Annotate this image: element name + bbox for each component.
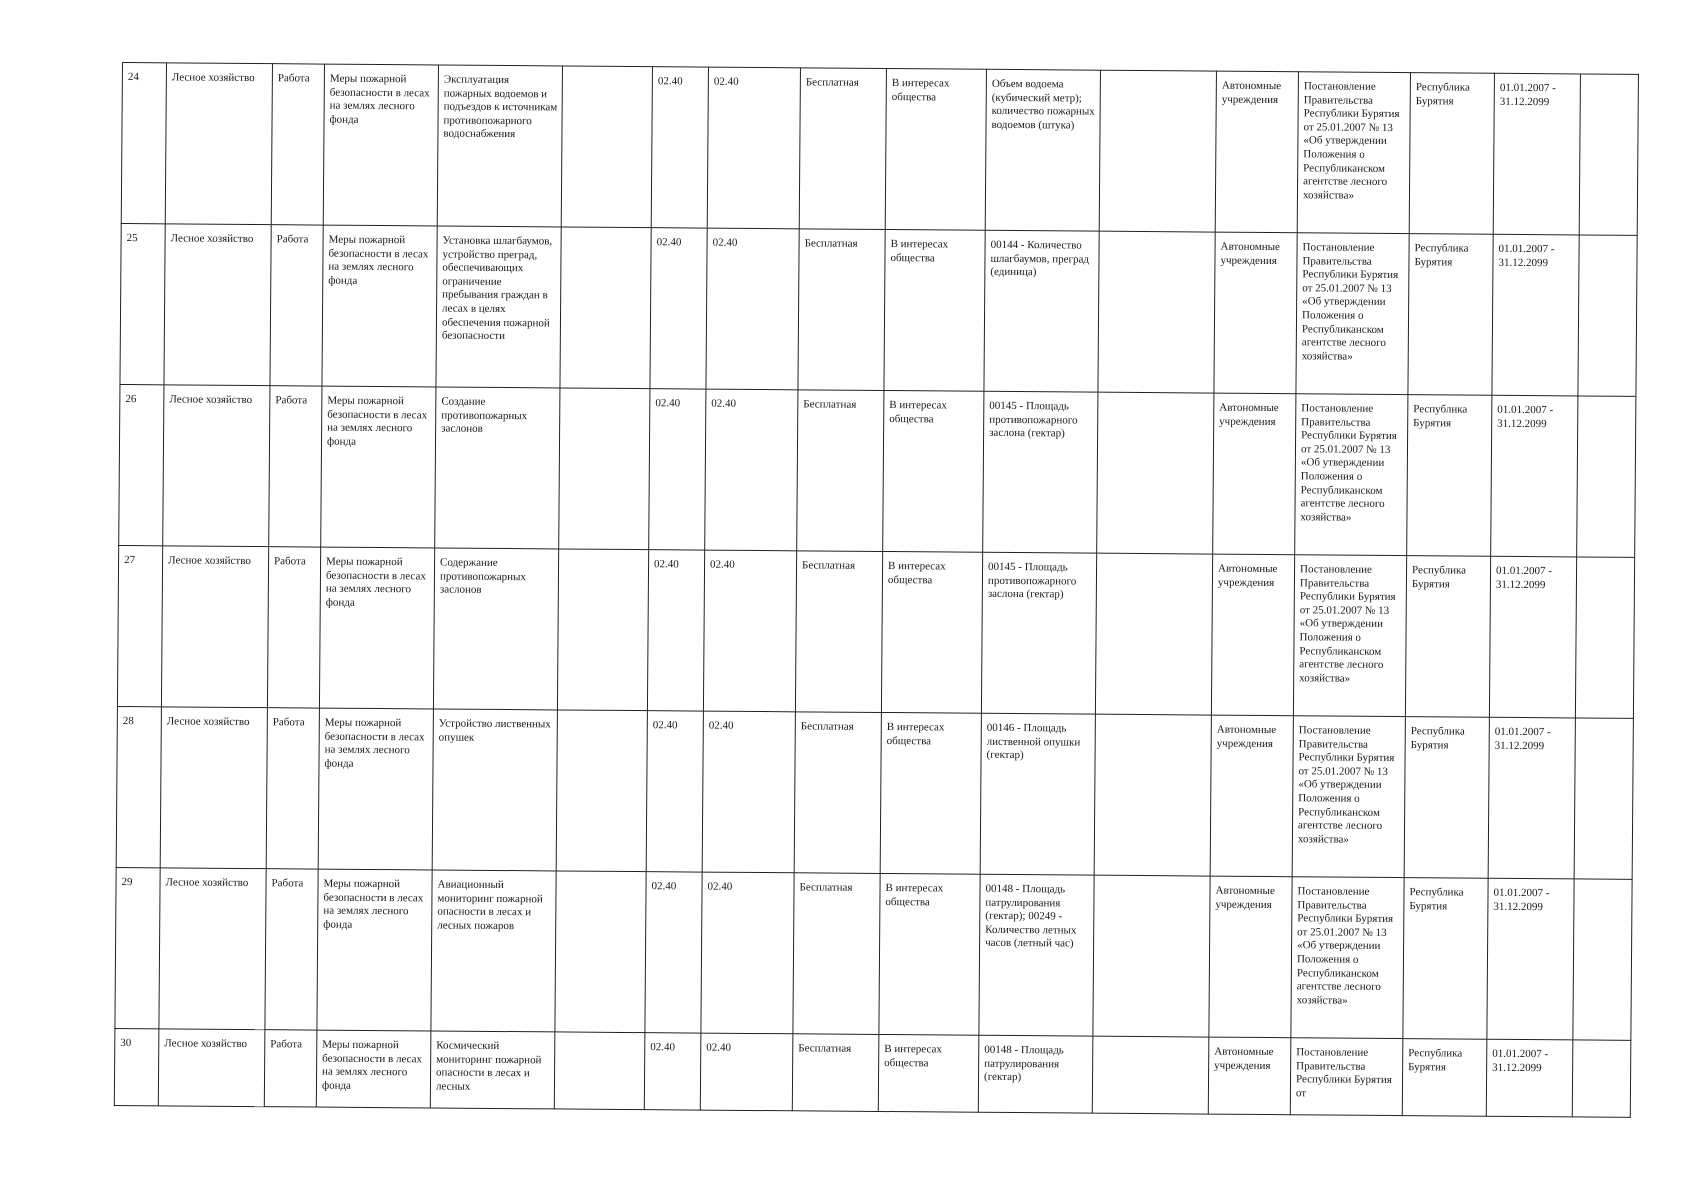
code-cell: 02.40 [702, 711, 795, 873]
empty-cell [1578, 235, 1637, 396]
region-cell: Республика Бурятия [1407, 395, 1492, 557]
payment-cell: Бесплатная [792, 1034, 879, 1112]
work-cell: Космический мониторинг пожарной опасности в лесах и лесных [430, 1031, 555, 1109]
service-cell: Меры пожарной безопасности в лесах на землях лесного фонда [321, 386, 436, 548]
empty-cell [561, 66, 652, 228]
interest-cell: В интересах общества [885, 69, 986, 231]
field-cell: Лесное хозяйство [159, 868, 266, 1030]
table-row [116, 706, 1633, 879]
institution-cell: Автономные учреждения [1209, 876, 1292, 1038]
empty-cell [1579, 74, 1638, 235]
field-cell: Лесное хозяйство [163, 385, 270, 547]
type-cell: Работа [269, 386, 322, 547]
institution-cell: Автономные учреждения [1213, 393, 1296, 555]
code-cell: 02.40 [703, 550, 796, 712]
indicator-cell: 00146 - Площадь лиственной опушки (гектар) [980, 713, 1095, 875]
period-cell: 01.01.2007 - 31.12.2099 [1488, 717, 1575, 879]
empty-cell [1099, 70, 1216, 232]
indicator-cell: 00148 - Площадь патрулирования (гектар) [978, 1035, 1093, 1113]
type-cell: Работа [264, 1030, 317, 1107]
period-cell: 01.01.2007 - 31.12.2099 [1486, 1039, 1573, 1117]
table-row [115, 867, 1632, 1040]
registry-table [114, 62, 1639, 1118]
payment-cell: Бесплатная [793, 873, 880, 1035]
empty-cell [554, 1032, 645, 1110]
table-row [117, 545, 1634, 718]
empty-cell [1574, 718, 1633, 879]
field-cell: Лесное хозяйство [164, 224, 271, 386]
legal-basis-cell: Постановление Правительства Республики Бурятия от 25.01.2007 № 13 «Об утверждении Положения о Республиканском агентстве лесного хозяйства» [1291, 877, 1404, 1039]
type-cell: Работа [270, 225, 323, 386]
institution-cell: Автономные учреждения [1215, 71, 1298, 233]
work-cell: Создание противопожарных заслонов [435, 387, 560, 549]
code-cell: 02.40 [647, 550, 704, 711]
indicator-cell: 00148 - Площадь патрулирования (гектар); 00249 - Количество летных часов (летный час) [979, 874, 1094, 1036]
code-cell: 02.40 [700, 1033, 793, 1111]
indicator-cell: Объем водоема (кубический метр); количество пожарных водоемов (штука) [985, 69, 1100, 231]
work-cell: Устройство лиственных опушек [432, 709, 557, 871]
service-cell: Меры пожарной безопасности в лесах на землях лесного фонда [318, 708, 433, 870]
region-cell: Республика Бурятия [1405, 556, 1490, 718]
indicator-cell: 00145 - Площадь противопожарного заслона (гектар) [981, 552, 1096, 714]
row-number: 24 [121, 63, 166, 224]
code-cell: 02.40 [644, 1033, 701, 1110]
row-number: 26 [119, 384, 164, 545]
table-row [119, 384, 1636, 557]
indicator-cell: 00145 - Площадь противопожарного заслона (гектар) [983, 391, 1098, 553]
legal-basis-cell: Постановление Правительства Республики Бурятия от 25.01.2007 № 13 «Об утверждении Положения о Республиканском агентстве лесного хозяйства» [1293, 555, 1406, 717]
empty-cell [556, 710, 647, 872]
service-cell: Меры пожарной безопасности в лесах на землях лесного фонда [317, 869, 432, 1031]
institution-cell: Автономные учреждения [1210, 715, 1293, 877]
payment-cell: Бесплатная [799, 68, 886, 230]
region-cell: Республика Бурятия [1403, 878, 1488, 1040]
code-cell: 02.40 [651, 67, 708, 228]
row-number: 29 [115, 867, 160, 1028]
row-number: 27 [117, 545, 162, 706]
code-cell: 02.40 [701, 872, 794, 1034]
period-cell: 01.01.2007 - 31.12.2099 [1491, 395, 1578, 557]
empty-cell [1577, 396, 1636, 557]
legal-basis-cell: Постановление Правительства Республики Бурятия от 25.01.2007 № 13 «Об утверждении Положения о Республиканском агентстве лесного хозяйства» [1297, 72, 1410, 234]
period-cell: 01.01.2007 - 31.12.2099 [1487, 878, 1574, 1040]
interest-cell: В интересах общества [879, 873, 980, 1035]
period-cell: 01.01.2007 - 31.12.2099 [1489, 556, 1576, 718]
institution-cell: Автономные учреждения [1214, 232, 1297, 394]
payment-cell: Бесплатная [794, 712, 881, 874]
type-cell: Работа [265, 869, 318, 1030]
region-cell: Республика Бурятия [1408, 234, 1493, 396]
code-cell: 02.40 [706, 228, 799, 390]
code-cell: 02.40 [649, 389, 706, 550]
payment-cell: Бесплатная [795, 551, 882, 713]
empty-cell [1097, 392, 1214, 554]
work-cell: Установка шлагбаумов, устройство преград, обеспечивающих ограничение пребывания граждан в лесах в целях обеспечения пожарной безопасности [436, 226, 561, 388]
document-sheet [114, 62, 1638, 1118]
indicator-cell: 00144 - Количество шлагбаумов, преград (единица) [984, 230, 1099, 392]
type-cell: Работа [271, 64, 324, 225]
interest-cell: В интересах общества [881, 551, 982, 713]
work-cell: Авиационный мониторинг пожарной опасности в лесах и лесных пожаров [431, 870, 556, 1032]
empty-cell [1572, 1040, 1631, 1117]
service-cell: Меры пожарной безопасности в лесах на землях лесного фонда [323, 64, 438, 226]
service-cell: Меры пожарной безопасности в лесах на землях лесного фонда [316, 1030, 431, 1108]
field-cell: Лесное хозяйство [160, 707, 267, 869]
table-row [120, 223, 1637, 396]
service-cell: Меры пожарной безопасности в лесах на землях лесного фонда [319, 547, 434, 709]
interest-cell: В интересах общества [878, 1034, 979, 1112]
empty-cell [555, 871, 646, 1033]
type-cell: Работа [266, 708, 319, 869]
payment-cell: Бесплатная [798, 229, 885, 391]
field-cell: Лесное хозяйство [165, 63, 272, 225]
table-row [114, 1028, 1631, 1117]
legal-basis-cell: Постановление Правительства Республики Бурятия от [1290, 1038, 1403, 1116]
work-cell: Содержание противопожарных заслонов [433, 548, 558, 710]
empty-cell [560, 227, 651, 389]
field-cell: Лесное хозяйство [161, 546, 268, 708]
service-cell: Меры пожарной безопасности в лесах на землях лесного фонда [322, 225, 437, 387]
period-cell: 01.01.2007 - 31.12.2099 [1493, 73, 1580, 235]
interest-cell: В интересах общества [880, 712, 981, 874]
code-cell: 02.40 [646, 711, 703, 872]
empty-cell [1093, 875, 1210, 1037]
region-cell: Республика Бурятия [1409, 73, 1494, 235]
payment-cell: Бесплатная [797, 390, 884, 552]
institution-cell: Автономные учреждения [1211, 554, 1294, 716]
empty-cell [1094, 714, 1211, 876]
legal-basis-cell: Постановление Правительства Республики Бурятия от 25.01.2007 № 13 «Об утверждении Положения о Республиканском агентстве лесного хозяйства» [1295, 394, 1408, 556]
row-number: 30 [114, 1028, 159, 1105]
field-cell: Лесное хозяйство [158, 1029, 265, 1107]
empty-cell [1575, 557, 1634, 718]
table-row [121, 63, 1638, 236]
row-number: 25 [120, 223, 165, 384]
empty-cell [557, 549, 648, 711]
code-cell: 02.40 [705, 389, 798, 551]
code-cell: 02.40 [707, 67, 800, 229]
region-cell: Республика Бурятия [1404, 717, 1489, 879]
institution-cell: Автономные учреждения [1208, 1037, 1291, 1115]
legal-basis-cell: Постановление Правительства Республики Бурятия от 25.01.2007 № 13 «Об утверждении Положения о Республиканском агентстве лесного хозяйства» [1296, 233, 1409, 395]
code-cell: 02.40 [650, 228, 707, 389]
empty-cell [1092, 1036, 1209, 1114]
type-cell: Работа [267, 547, 320, 708]
empty-cell [559, 388, 650, 550]
empty-cell [1095, 553, 1212, 715]
work-cell: Эксплуатация пожарных водоемов и подъездов к источникам противопожарного водоснабжения [437, 65, 562, 227]
empty-cell [1098, 231, 1215, 393]
period-cell: 01.01.2007 - 31.12.2099 [1492, 234, 1579, 396]
interest-cell: В интересах общества [883, 390, 984, 552]
legal-basis-cell: Постановление Правительства Республики Бурятия от 25.01.2007 № 13 «Об утверждении Положения о Республиканском агентстве лесного хозяйства» [1292, 716, 1405, 878]
row-number: 28 [116, 706, 161, 867]
empty-cell [1573, 879, 1632, 1040]
interest-cell: В интересах общества [884, 229, 985, 391]
code-cell: 02.40 [645, 872, 702, 1033]
region-cell: Республика Бурятия [1402, 1039, 1487, 1117]
